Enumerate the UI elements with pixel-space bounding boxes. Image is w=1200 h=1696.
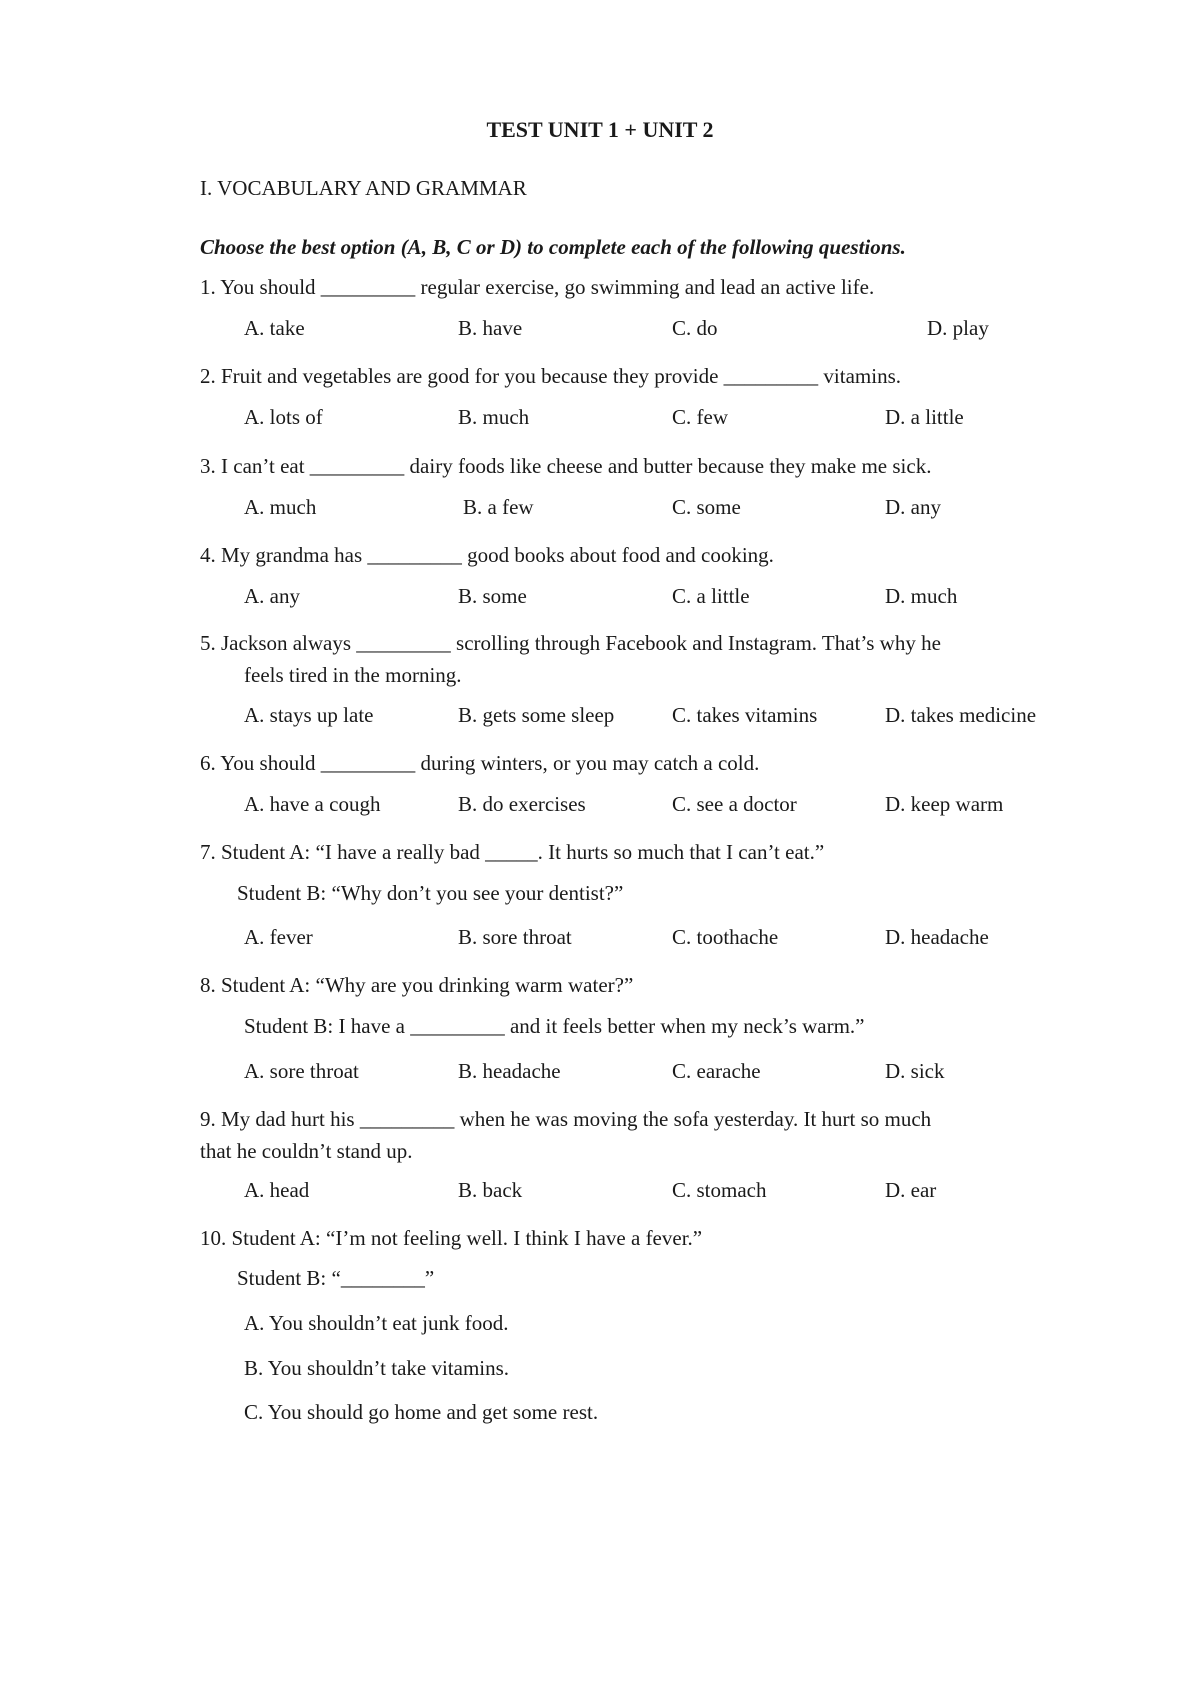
- option-a: A. take: [244, 316, 305, 340]
- option-b: B. do exercises: [458, 792, 586, 816]
- question-1: 1. You should _________ regular exercise, go swimming and lead an active life.: [200, 275, 875, 299]
- option-b: B. back: [458, 1178, 523, 1202]
- option-a: A. sore throat: [244, 1059, 359, 1083]
- question-7: 7. Student A: “I have a really bad _____. It hurts so much that I can’t eat.”: [200, 840, 825, 864]
- option-a: A. head: [244, 1178, 310, 1202]
- option-d: D. much: [885, 584, 958, 608]
- question-5-options: [244, 703, 1124, 735]
- question-5: [200, 627, 1080, 691]
- question-10-student-b: Student B: “________”: [237, 1266, 435, 1290]
- option-b: B. headache: [458, 1059, 561, 1083]
- question-8-student-b: Student B: I have a _________ and it feels better when my neck’s warm.”: [244, 1014, 865, 1038]
- option-c: C. some: [672, 495, 741, 519]
- question-8: 8. Student A: “Why are you drinking warm water?”: [200, 973, 634, 997]
- section-heading: I. VOCABULARY AND GRAMMAR: [200, 176, 527, 200]
- question-1-options: [244, 316, 1124, 348]
- instruction-text: Choose the best option (A, B, C or D) to complete each of the following questions.: [200, 235, 906, 259]
- question-4-options: [244, 584, 1124, 616]
- option-a: A. lots of: [244, 405, 323, 429]
- option-a: A. much: [244, 495, 317, 519]
- question-9-line-2: that he couldn’t stand up.: [200, 1139, 413, 1163]
- option-c: C. stomach: [672, 1178, 767, 1202]
- option-c: C. few: [672, 405, 728, 429]
- option-b: B. some: [458, 584, 527, 608]
- question-5-line-2: feels tired in the morning.: [244, 663, 462, 687]
- option-a: A. have a cough: [244, 792, 381, 816]
- option-a: A. stays up late: [244, 703, 374, 727]
- question-4: 4. My grandma has _________ good books about food and cooking.: [200, 543, 774, 567]
- question-7-options: [244, 925, 1124, 957]
- option-d: D. takes medicine: [885, 703, 1037, 727]
- option-b: B. a few: [463, 495, 534, 519]
- option-d: D. headache: [885, 925, 989, 949]
- option-b: B. sore throat: [458, 925, 572, 949]
- option-d: D. any: [885, 495, 941, 519]
- option-c: C. toothache: [672, 925, 779, 949]
- question-3-options: [244, 495, 1124, 527]
- question-6: 6. You should _________ during winters, or you may catch a cold.: [200, 751, 760, 775]
- option-b: B. gets some sleep: [458, 703, 615, 727]
- question-9: [200, 1103, 1080, 1167]
- option-a: A. You shouldn’t eat junk food.: [244, 1311, 509, 1335]
- option-c: C. earache: [672, 1059, 761, 1083]
- question-7-student-b: Student B: “Why don’t you see your dentist?”: [237, 881, 624, 905]
- question-2-options: [244, 405, 1124, 437]
- option-c: C. a little: [672, 584, 750, 608]
- option-d: D. play: [927, 316, 989, 340]
- question-5-line-1: 5. Jackson always _________ scrolling through Facebook and Instagram. That’s why he: [200, 631, 941, 655]
- question-9-line-1: 9. My dad hurt his _________ when he was moving the sofa yesterday. It hurt so much: [200, 1107, 932, 1131]
- question-2: 2. Fruit and vegetables are good for you because they provide _________ vitamins.: [200, 364, 901, 388]
- question-10: 10. Student A: “I’m not feeling well. I think I have a fever.”: [200, 1226, 703, 1250]
- option-a: A. any: [244, 584, 300, 608]
- page-title: TEST UNIT 1 + UNIT 2: [486, 117, 714, 142]
- option-c: C. do: [672, 316, 718, 340]
- question-8-options: [244, 1059, 1124, 1091]
- question-9-options: [244, 1178, 1124, 1210]
- option-c: C. see a doctor: [672, 792, 797, 816]
- option-a: A. fever: [244, 925, 313, 949]
- question-6-options: [244, 792, 1124, 824]
- option-d: D. a little: [885, 405, 964, 429]
- option-b: B. much: [458, 405, 530, 429]
- question-3: 3. I can’t eat _________ dairy foods like cheese and butter because they make me sick.: [200, 454, 932, 478]
- option-d: D. sick: [885, 1059, 945, 1083]
- option-b: B. You shouldn’t take vitamins.: [244, 1356, 510, 1380]
- option-d: D. ear: [885, 1178, 937, 1202]
- option-c: C. takes vitamins: [672, 703, 818, 727]
- option-d: D. keep warm: [885, 792, 1004, 816]
- option-c: C. You should go home and get some rest.: [244, 1400, 599, 1424]
- option-b: B. have: [458, 316, 523, 340]
